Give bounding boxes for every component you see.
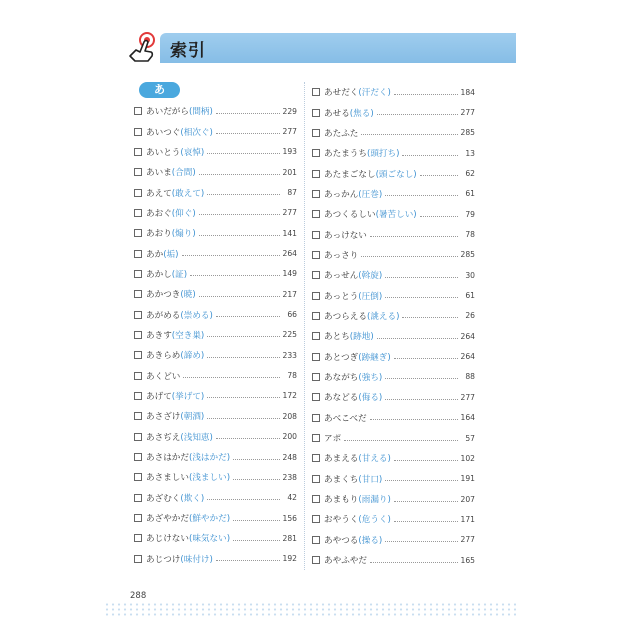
entry-page: 62 xyxy=(465,169,475,179)
entry-page: 264 xyxy=(460,352,475,362)
entry-term: あながち xyxy=(324,372,359,383)
checkbox-icon[interactable] xyxy=(312,312,320,320)
entry-page: 285 xyxy=(460,250,475,260)
entry-kanji: (崇める) xyxy=(180,310,213,321)
dotted-leader xyxy=(402,317,458,318)
dotted-leader xyxy=(370,419,458,420)
entry-term: あきらめ xyxy=(146,351,181,362)
checkbox-icon[interactable] xyxy=(134,453,142,461)
dotted-leader xyxy=(344,440,458,441)
dotted-leader xyxy=(207,499,280,500)
entry-page: 78 xyxy=(465,230,475,240)
dotted-leader xyxy=(207,397,279,398)
dotted-leader xyxy=(183,377,280,378)
entry-kanji: (合間) xyxy=(171,168,196,179)
checkbox-icon[interactable] xyxy=(312,434,320,442)
index-entry xyxy=(312,245,475,265)
checkbox-icon[interactable] xyxy=(312,536,320,544)
checkbox-icon[interactable] xyxy=(312,556,320,564)
entry-page: 78 xyxy=(287,371,297,381)
entry-page: 30 xyxy=(465,270,475,280)
entry-kanji: (雨漏り) xyxy=(358,495,391,506)
dotted-leader xyxy=(385,480,457,481)
index-entry xyxy=(134,284,297,304)
dotted-leader xyxy=(402,155,458,156)
entry-term: あくどい xyxy=(146,371,181,382)
dotted-leader xyxy=(216,438,280,439)
entry-kanji: (浅知恵) xyxy=(180,432,213,443)
entry-kanji: (哀悼) xyxy=(180,147,205,158)
entry-kanji: (相次ぐ) xyxy=(180,127,213,138)
entry-term: あいつぐ xyxy=(146,127,181,138)
entry-term: あっさり xyxy=(324,250,359,261)
index-entry xyxy=(312,102,475,122)
index-entry xyxy=(134,243,297,263)
checkbox-icon[interactable] xyxy=(134,331,142,339)
entry-kanji: (煽り) xyxy=(171,229,196,240)
entry-term: あせだく xyxy=(324,88,359,99)
index-entry xyxy=(312,82,475,102)
entry-term: あざやかだ xyxy=(146,514,189,525)
index-entry xyxy=(134,386,297,406)
dotted-leader xyxy=(207,418,279,419)
entry-term: あっけない xyxy=(324,230,367,241)
index-entry xyxy=(312,509,475,529)
entry-kanji: (暑苦しい) xyxy=(375,210,417,221)
entry-term: あいだがら xyxy=(146,107,189,118)
header-band xyxy=(160,33,516,63)
entry-kanji: (斡旋) xyxy=(358,271,383,282)
index-entry xyxy=(312,550,475,570)
entry-kanji: (焦る) xyxy=(349,108,374,119)
checkbox-icon[interactable] xyxy=(134,168,142,176)
entry-term: あまえる xyxy=(324,454,359,465)
checkbox-icon[interactable] xyxy=(134,433,142,441)
dotted-leader xyxy=(394,358,458,359)
entry-page: 42 xyxy=(287,493,297,503)
checkbox-icon[interactable] xyxy=(312,393,320,401)
entry-kanji: (汗だく) xyxy=(358,88,391,99)
section-badge: あ xyxy=(139,82,180,98)
checkbox-icon[interactable] xyxy=(312,353,320,361)
pointing-hand-icon xyxy=(126,30,160,64)
dotted-leader xyxy=(377,338,458,339)
index-entry xyxy=(134,325,297,345)
entry-page: 156 xyxy=(282,513,297,523)
checkbox-icon[interactable] xyxy=(312,210,320,218)
checkbox-icon[interactable] xyxy=(312,129,320,137)
page-number: 288 xyxy=(130,591,147,601)
entry-page: 79 xyxy=(465,209,475,219)
entry-page: 285 xyxy=(460,128,475,138)
entry-term: あまくち xyxy=(324,474,359,485)
dotted-leader xyxy=(233,459,279,460)
entry-page: 201 xyxy=(282,167,297,177)
index-entry xyxy=(312,326,475,346)
entry-kanji: (頭打ち) xyxy=(366,149,400,160)
index-entry xyxy=(134,223,297,243)
entry-term: あおり xyxy=(146,229,172,240)
dotted-leader xyxy=(199,235,280,236)
entry-term: あげて xyxy=(146,391,172,402)
index-entry xyxy=(134,264,297,284)
entry-kanji: (証) xyxy=(171,269,188,280)
entry-kanji: (頭ごなし) xyxy=(375,169,417,180)
entry-term: あさざけ xyxy=(146,412,181,423)
checkbox-icon[interactable] xyxy=(134,128,142,136)
entry-page: 87 xyxy=(287,188,297,198)
dotted-leader xyxy=(207,153,279,154)
dotted-leader xyxy=(207,357,279,358)
entry-page: 192 xyxy=(282,554,297,564)
dotted-leader xyxy=(199,214,280,215)
dotted-leader xyxy=(233,520,279,521)
checkbox-icon[interactable] xyxy=(312,475,320,483)
entry-kanji: (浅はかだ) xyxy=(188,453,231,464)
checkbox-icon[interactable] xyxy=(134,351,142,359)
index-entry xyxy=(134,549,297,569)
entry-kanji: (敢えて) xyxy=(171,188,205,199)
dotted-leader xyxy=(233,479,279,480)
dotted-leader xyxy=(216,560,280,561)
index-entry xyxy=(134,345,297,365)
entry-page: 248 xyxy=(282,452,297,462)
entry-page: 277 xyxy=(282,208,297,218)
entry-kanji: (危うく) xyxy=(358,515,391,526)
index-entry xyxy=(312,530,475,550)
entry-term: あっかん xyxy=(324,189,359,200)
entry-page: 149 xyxy=(282,269,297,279)
index-entry xyxy=(312,184,475,204)
entry-term: あせる xyxy=(324,108,350,119)
entry-kanji: (欺く) xyxy=(180,493,205,504)
entry-page: 193 xyxy=(282,147,297,157)
entry-kanji: (暁) xyxy=(180,290,196,301)
checkbox-icon[interactable] xyxy=(134,555,142,563)
entry-page: 200 xyxy=(282,432,297,442)
checkbox-icon[interactable] xyxy=(312,231,320,239)
entry-page: 61 xyxy=(465,291,475,301)
dotted-leader xyxy=(385,277,458,278)
index-entry xyxy=(312,163,475,183)
index-entry xyxy=(134,528,297,548)
entry-term: あかつき xyxy=(146,290,181,301)
index-entry xyxy=(134,162,297,182)
checkbox-icon[interactable] xyxy=(134,494,142,502)
entry-kanji: (鮮やかだ) xyxy=(188,514,231,525)
entry-kanji: (誂える) xyxy=(366,311,400,322)
dotted-leader xyxy=(385,541,457,542)
index-entry xyxy=(312,265,475,285)
dotted-leader xyxy=(385,297,458,298)
entry-term: あっとう xyxy=(324,291,359,302)
entry-term: あいとう xyxy=(146,147,181,158)
checkbox-icon[interactable] xyxy=(134,250,142,258)
entry-term: あなどる xyxy=(324,393,359,404)
checkbox-icon[interactable] xyxy=(312,149,320,157)
entry-kanji: (操る) xyxy=(358,535,383,546)
dotted-leader xyxy=(207,336,279,337)
decorative-dot-strip xyxy=(104,602,516,616)
checkbox-icon[interactable] xyxy=(134,148,142,156)
entry-kanji: (仰ぐ) xyxy=(171,208,196,219)
dotted-leader xyxy=(182,255,280,256)
index-entry xyxy=(134,467,297,487)
entry-page: 207 xyxy=(460,494,475,504)
entry-term: あおぐ xyxy=(146,208,172,219)
entry-term: あざむく xyxy=(146,493,181,504)
index-entry xyxy=(312,204,475,224)
dotted-leader xyxy=(394,501,458,502)
dotted-leader xyxy=(216,113,280,114)
index-entry xyxy=(312,224,475,244)
entry-page: 13 xyxy=(465,148,475,158)
entry-page: 264 xyxy=(282,249,297,259)
dotted-leader xyxy=(216,316,280,317)
dotted-leader xyxy=(370,562,458,563)
index-column-left xyxy=(134,82,297,569)
entry-term: あさましい xyxy=(146,473,189,484)
entry-kanji: (間柄) xyxy=(188,107,213,118)
checkbox-icon[interactable] xyxy=(134,412,142,420)
entry-page: 233 xyxy=(282,350,297,360)
dotted-leader xyxy=(216,133,280,134)
checkbox-icon[interactable] xyxy=(312,495,320,503)
index-entry xyxy=(312,346,475,366)
entry-kanji: (跡継ぎ) xyxy=(358,352,391,363)
checkbox-icon[interactable] xyxy=(134,107,142,115)
index-entry xyxy=(134,203,297,223)
checkbox-icon[interactable] xyxy=(134,473,142,481)
index-column-right xyxy=(312,82,475,570)
checkbox-icon[interactable] xyxy=(312,109,320,117)
index-entry xyxy=(312,387,475,407)
entry-term: あつらえる xyxy=(324,311,367,322)
entry-term: あやつる xyxy=(324,535,359,546)
dotted-leader xyxy=(420,175,458,176)
entry-kanji: (甘える) xyxy=(358,454,391,465)
entry-page: 171 xyxy=(460,514,475,524)
index-entry xyxy=(134,365,297,385)
page-title: 索引 xyxy=(170,41,206,61)
entry-term: あたまごなし xyxy=(324,169,376,180)
dotted-leader xyxy=(207,194,280,195)
entry-term: あがめる xyxy=(146,310,181,321)
entry-page: 57 xyxy=(465,433,475,443)
entry-page: 264 xyxy=(460,331,475,341)
checkbox-icon[interactable] xyxy=(312,292,320,300)
entry-term: あさはかだ xyxy=(146,453,189,464)
checkbox-icon[interactable] xyxy=(134,229,142,237)
index-entry xyxy=(134,121,297,141)
checkbox-icon[interactable] xyxy=(312,332,320,340)
entry-page: 26 xyxy=(465,311,475,321)
dotted-leader xyxy=(420,216,458,217)
index-entry xyxy=(312,306,475,326)
entry-term: あたまうち xyxy=(324,149,367,160)
entry-kanji: (跡地) xyxy=(349,332,374,343)
entry-term: あいま xyxy=(146,168,172,179)
dotted-leader xyxy=(377,114,458,115)
checkbox-icon[interactable] xyxy=(134,189,142,197)
entry-term: あきす xyxy=(146,330,172,341)
entry-term: あかし xyxy=(146,269,172,280)
entry-term: あっせん xyxy=(324,271,359,282)
entry-term: あとつぎ xyxy=(324,352,359,363)
index-entry xyxy=(134,406,297,426)
checkbox-icon[interactable] xyxy=(312,251,320,259)
index-entry xyxy=(312,489,475,509)
index-entry xyxy=(312,448,475,468)
entry-page: 225 xyxy=(282,330,297,340)
checkbox-icon[interactable] xyxy=(134,290,142,298)
entry-kanji: (甘口) xyxy=(358,474,383,485)
checkbox-icon[interactable] xyxy=(312,88,320,96)
entry-kanji: (挙げて) xyxy=(171,391,205,402)
checkbox-icon[interactable] xyxy=(134,534,142,542)
entry-kanji: (圧巻) xyxy=(358,189,383,200)
dotted-leader xyxy=(361,134,457,135)
entry-term: あとち xyxy=(324,332,350,343)
index-entry xyxy=(312,428,475,448)
entry-term: アポ xyxy=(324,434,342,445)
index-entry xyxy=(312,123,475,143)
entry-term: あえて xyxy=(146,188,172,199)
dotted-leader xyxy=(385,195,458,196)
checkbox-icon[interactable] xyxy=(134,372,142,380)
entry-page: 88 xyxy=(465,372,475,382)
entry-kanji: (圧倒) xyxy=(358,291,383,302)
entry-page: 61 xyxy=(465,189,475,199)
entry-kanji: (諦め) xyxy=(180,351,205,362)
dotted-leader xyxy=(361,256,457,257)
index-entry xyxy=(134,101,297,121)
entry-term: あじつけ xyxy=(146,554,181,565)
entry-term: おやうく xyxy=(324,515,359,526)
dotted-leader xyxy=(385,399,457,400)
entry-page: 141 xyxy=(282,228,297,238)
entry-page: 277 xyxy=(460,108,475,118)
dotted-leader xyxy=(199,174,280,175)
entry-page: 277 xyxy=(460,535,475,545)
index-entry xyxy=(312,408,475,428)
entry-page: 66 xyxy=(287,310,297,320)
index-entry xyxy=(134,508,297,528)
checkbox-icon[interactable] xyxy=(134,270,142,278)
checkbox-icon[interactable] xyxy=(134,514,142,522)
entry-term: あたふた xyxy=(324,128,359,139)
entry-page: 165 xyxy=(460,555,475,565)
entry-page: 191 xyxy=(460,474,475,484)
checkbox-icon[interactable] xyxy=(312,414,320,422)
entry-page: 102 xyxy=(460,453,475,463)
entry-term: あじけない xyxy=(146,534,189,545)
dotted-leader xyxy=(370,236,458,237)
entry-term: あやふやだ xyxy=(324,556,367,567)
checkbox-icon[interactable] xyxy=(312,515,320,523)
entry-page: 164 xyxy=(460,413,475,423)
entry-page: 172 xyxy=(282,391,297,401)
checkbox-icon[interactable] xyxy=(312,454,320,462)
entry-term: あか xyxy=(146,249,164,260)
entry-kanji: (味付け) xyxy=(180,554,213,565)
entry-kanji: (朝酒) xyxy=(180,412,205,423)
index-entry xyxy=(134,182,297,202)
index-entry xyxy=(312,143,475,163)
entry-page: 229 xyxy=(282,106,297,116)
entry-page: 277 xyxy=(460,392,475,402)
entry-page: 277 xyxy=(282,127,297,137)
column-divider xyxy=(304,82,305,570)
entry-page: 238 xyxy=(282,472,297,482)
checkbox-icon[interactable] xyxy=(312,190,320,198)
checkbox-icon[interactable] xyxy=(134,311,142,319)
dotted-leader xyxy=(385,378,458,379)
dotted-leader xyxy=(394,94,458,95)
index-entry xyxy=(134,142,297,162)
entry-kanji: (味気ない) xyxy=(188,534,231,545)
entry-page: 208 xyxy=(282,411,297,421)
index-entry xyxy=(312,285,475,305)
entry-term: あさぢえ xyxy=(146,432,181,443)
checkbox-icon[interactable] xyxy=(134,392,142,400)
entry-kanji: (空き巣) xyxy=(171,330,205,341)
checkbox-icon[interactable] xyxy=(134,209,142,217)
entry-kanji: (侮る) xyxy=(358,393,383,404)
checkbox-icon[interactable] xyxy=(312,271,320,279)
dotted-leader xyxy=(394,521,458,522)
dotted-leader xyxy=(233,540,279,541)
entry-page: 184 xyxy=(460,87,475,97)
entry-kanji: (浅ましい) xyxy=(188,473,231,484)
checkbox-icon[interactable] xyxy=(312,170,320,178)
entry-page: 217 xyxy=(282,289,297,299)
entry-term: あつくるしい xyxy=(324,210,376,221)
entry-kanji: (強ち) xyxy=(358,372,383,383)
index-entry xyxy=(134,488,297,508)
entry-page: 281 xyxy=(282,533,297,543)
entry-term: あべこべだ xyxy=(324,413,367,424)
entry-term: あまもり xyxy=(324,495,359,506)
dotted-leader xyxy=(190,275,279,276)
checkbox-icon[interactable] xyxy=(312,373,320,381)
index-entry xyxy=(134,304,297,324)
index-entry xyxy=(312,367,475,387)
entry-kanji: (垢) xyxy=(163,249,179,260)
index-entry xyxy=(312,469,475,489)
dotted-leader xyxy=(199,296,280,297)
index-entry xyxy=(134,447,297,467)
dotted-leader xyxy=(394,460,458,461)
index-entry xyxy=(134,427,297,447)
